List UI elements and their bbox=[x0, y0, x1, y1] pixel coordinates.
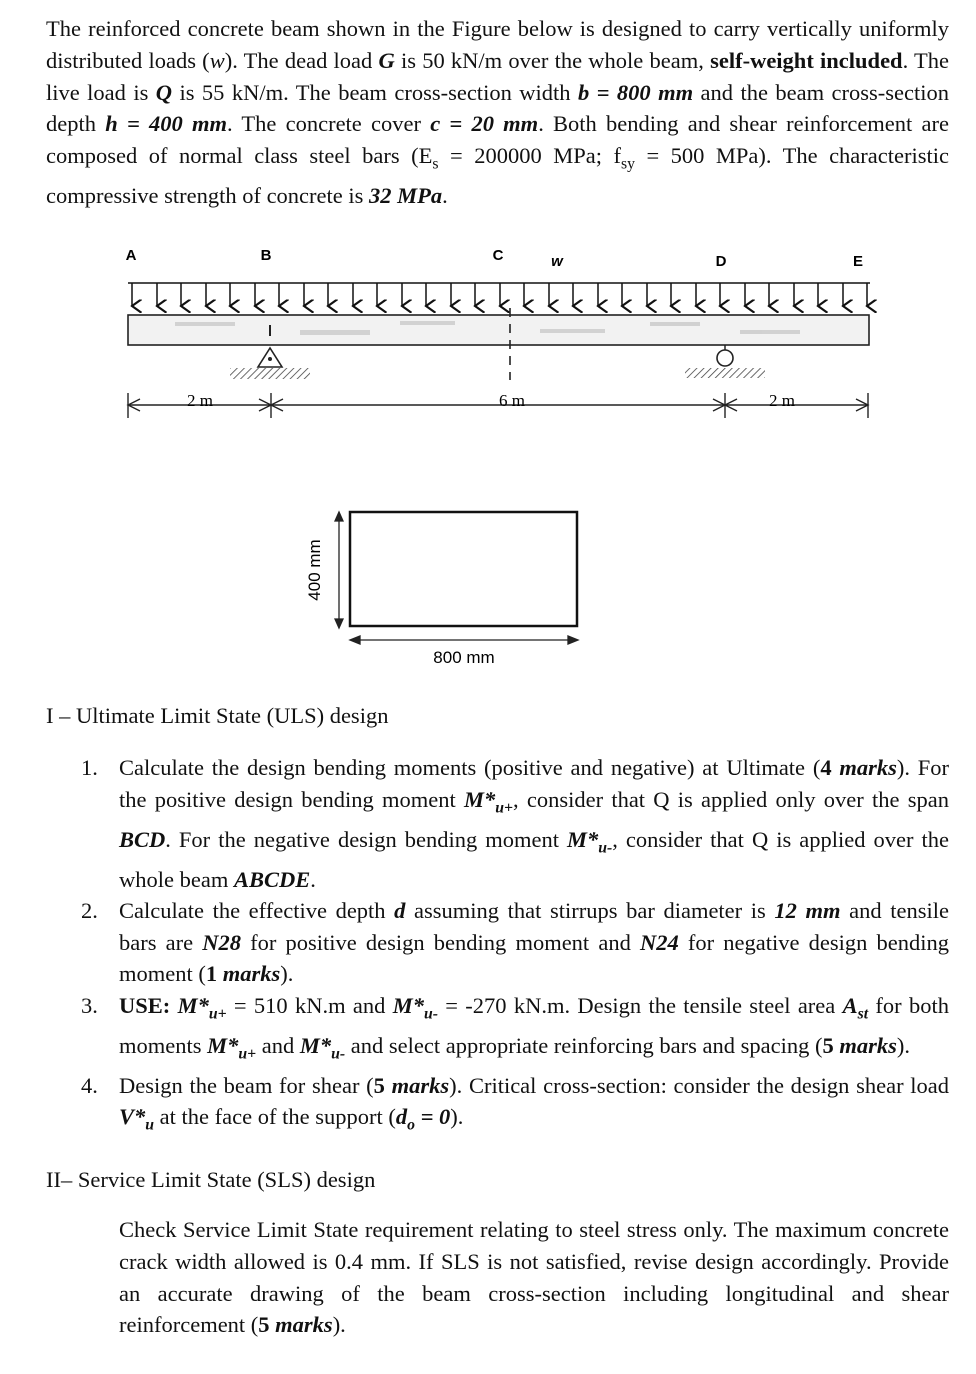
subscript: st bbox=[857, 1005, 869, 1022]
intro-text: ). The dead load bbox=[224, 47, 379, 73]
sls-instructions bbox=[119, 1214, 949, 1341]
marks-count: 1 bbox=[205, 961, 218, 986]
q4-text: Design the beam for shear ( bbox=[119, 1072, 374, 1098]
subscript: u- bbox=[598, 839, 613, 856]
span-BD-label: 6 m bbox=[499, 391, 525, 410]
q2-text: and tensile bars are bbox=[119, 898, 949, 955]
point-label-D: D bbox=[715, 253, 727, 270]
sls-text: ). bbox=[332, 1312, 346, 1338]
q1-text: , consider that Q is applied over the whole beam bbox=[119, 826, 949, 892]
depth-value: = 400 mm bbox=[117, 111, 227, 137]
marks-count: 5 bbox=[822, 1032, 834, 1058]
q2-text: for positive design bending moment and bbox=[241, 929, 640, 955]
q3-text: for both moments bbox=[119, 992, 949, 1058]
width-dimension bbox=[350, 636, 578, 644]
depth-symbol: h bbox=[105, 111, 118, 137]
load-symbol-w: w bbox=[209, 47, 225, 73]
roller-support-D bbox=[685, 345, 765, 378]
q1-text: , consider that Q is applied only over the span bbox=[512, 786, 949, 812]
marks-word: marks bbox=[833, 1032, 897, 1058]
q3-text: ). bbox=[896, 1032, 910, 1058]
dead-load-symbol: G bbox=[378, 47, 395, 73]
problem-statement bbox=[46, 13, 949, 212]
question-4 bbox=[81, 1070, 949, 1142]
section-width-label: 800 mm bbox=[433, 648, 495, 667]
intro-text: and the beam cross-section depth bbox=[46, 79, 950, 137]
intro-text: = 500 MPa). The characteristic compressive strength of concrete is bbox=[46, 143, 949, 209]
stirrup-diameter: 12 mm bbox=[774, 898, 841, 923]
marks-count: 4 bbox=[820, 755, 832, 780]
question-1 bbox=[81, 752, 950, 895]
intro-text: . Both bending and shear reinforcement are composed of normal class steel bars (E bbox=[46, 111, 949, 169]
section-height-label: 400 mm bbox=[305, 539, 324, 601]
cross-section-outline bbox=[350, 512, 577, 626]
marks-word: marks bbox=[217, 961, 281, 986]
width-symbol: b bbox=[577, 79, 590, 105]
intro-text: . The live load is bbox=[46, 47, 949, 105]
moment-symbol: M* bbox=[392, 992, 424, 1018]
shear-symbol: V* bbox=[119, 1104, 146, 1129]
subscript: u+ bbox=[238, 1045, 257, 1062]
cover-symbol: c bbox=[430, 111, 441, 137]
intro-text: . bbox=[442, 183, 448, 209]
q3-text: = -270 kN.m. Design the tensile steel area bbox=[437, 992, 843, 1018]
live-load-symbol: Q bbox=[155, 79, 173, 105]
bar-size: N24 bbox=[639, 929, 679, 955]
self-weight-note: self-weight included bbox=[710, 47, 903, 73]
q3-text: and select appropriate reinforcing bars and spacing ( bbox=[345, 1032, 823, 1058]
marks-count: 5 bbox=[373, 1072, 385, 1098]
intro-text: = 200000 MPa; f bbox=[438, 143, 621, 169]
point-label-A: A bbox=[125, 247, 137, 264]
q2-text: for negative design bending moment ( bbox=[119, 929, 949, 986]
intro-text: is 55 kN/m. The beam cross-section width bbox=[172, 79, 578, 105]
use-label: USE: bbox=[119, 992, 178, 1018]
question-number: 3. bbox=[81, 992, 98, 1018]
subscript: sy bbox=[620, 155, 635, 173]
point-label-C: C bbox=[492, 247, 504, 264]
span-DE-label: 2 m bbox=[769, 391, 795, 410]
q4-text: ). bbox=[450, 1104, 464, 1129]
span-AB-label: 2 m bbox=[187, 391, 213, 410]
q2-text: ). bbox=[280, 961, 294, 986]
span-name: ABCDE bbox=[233, 866, 311, 892]
distributed-load-arrows bbox=[128, 283, 870, 306]
point-label-B: B bbox=[260, 247, 272, 264]
q1-text: . bbox=[310, 866, 316, 892]
concrete-strength-value: 32 MPa bbox=[369, 183, 443, 209]
uls-heading: I – Ultimate Limit State (ULS) design bbox=[46, 703, 389, 728]
marks-word: marks bbox=[269, 1312, 333, 1338]
subscript: u+ bbox=[208, 1005, 227, 1022]
moment-symbol: M* bbox=[463, 786, 496, 812]
marks-word: marks bbox=[384, 1072, 450, 1098]
subscript: u- bbox=[423, 1005, 438, 1022]
question-2 bbox=[81, 895, 949, 990]
span-dimension-lines bbox=[128, 393, 868, 418]
marks-count: 5 bbox=[258, 1312, 270, 1338]
depth-symbol: d bbox=[394, 898, 406, 923]
load-label-w: w bbox=[551, 253, 563, 270]
intro-text: is 50 kN/m over the whole beam, bbox=[394, 47, 711, 73]
q3-text: = 510 kN.m and bbox=[226, 992, 393, 1018]
width-value: = 800 mm bbox=[589, 79, 694, 105]
beam-figure bbox=[0, 230, 976, 430]
q1-text: Calculate the design bending moments (positive and negative) at Ultimate ( bbox=[119, 755, 821, 780]
q1-text: . For the negative design bending moment bbox=[165, 826, 567, 852]
subscript: u+ bbox=[495, 799, 513, 816]
bar-size: N28 bbox=[202, 929, 241, 955]
q1-text: ). For the positive design bending moment bbox=[119, 755, 950, 812]
subscript: u bbox=[145, 1116, 155, 1134]
question-number: 2. bbox=[81, 898, 98, 923]
sls-heading: II– Service Limit State (SLS) design bbox=[46, 1167, 376, 1192]
cross-section-figure bbox=[290, 495, 610, 675]
moment-symbol: M* bbox=[207, 1032, 239, 1058]
sls-text: Check Service Limit State requirement relating to steel stress only. The maximum concrete crack width allowed is 0.4 mm. If SLS is not satisfied, revise design accordingly. Provide an accurate drawing of the beam cross-section including longitudinal and shear reinforcement ( bbox=[119, 1217, 949, 1338]
subscript: u- bbox=[331, 1045, 346, 1062]
q3-text: and bbox=[256, 1032, 300, 1058]
span-name: BCD bbox=[119, 826, 166, 852]
question-3 bbox=[81, 990, 949, 1070]
question-number: 4. bbox=[81, 1072, 98, 1098]
distance-symbol: d bbox=[395, 1104, 408, 1129]
q2-text: Calculate the effective depth bbox=[119, 898, 395, 923]
intro-text: . The concrete cover bbox=[226, 111, 431, 137]
subscript: s bbox=[432, 155, 439, 173]
question-number: 1. bbox=[81, 755, 98, 780]
q2-text: assuming that stirrups bar diameter is bbox=[405, 898, 775, 923]
pin-support-B bbox=[230, 348, 310, 379]
point-label-E: E bbox=[852, 253, 864, 270]
moment-symbol: M* bbox=[177, 992, 209, 1018]
marks-word: marks bbox=[831, 755, 897, 780]
q4-text: ). Critical cross-section: consider the design shear load bbox=[449, 1072, 949, 1098]
moment-symbol: M* bbox=[299, 1032, 332, 1058]
subscript: o bbox=[407, 1116, 415, 1134]
height-dimension bbox=[335, 512, 343, 628]
uls-question-list bbox=[81, 752, 950, 1141]
cover-value: = 20 mm bbox=[440, 111, 539, 137]
q4-text: at the face of the support ( bbox=[154, 1104, 396, 1129]
intro-text: The reinforced concrete beam shown in the Figure below is designed to carry vertically uniformly distributed loads ( bbox=[46, 16, 949, 73]
steel-area-symbol: A bbox=[842, 992, 858, 1018]
moment-symbol: M* bbox=[567, 826, 599, 852]
distance-value: = 0 bbox=[414, 1104, 451, 1129]
